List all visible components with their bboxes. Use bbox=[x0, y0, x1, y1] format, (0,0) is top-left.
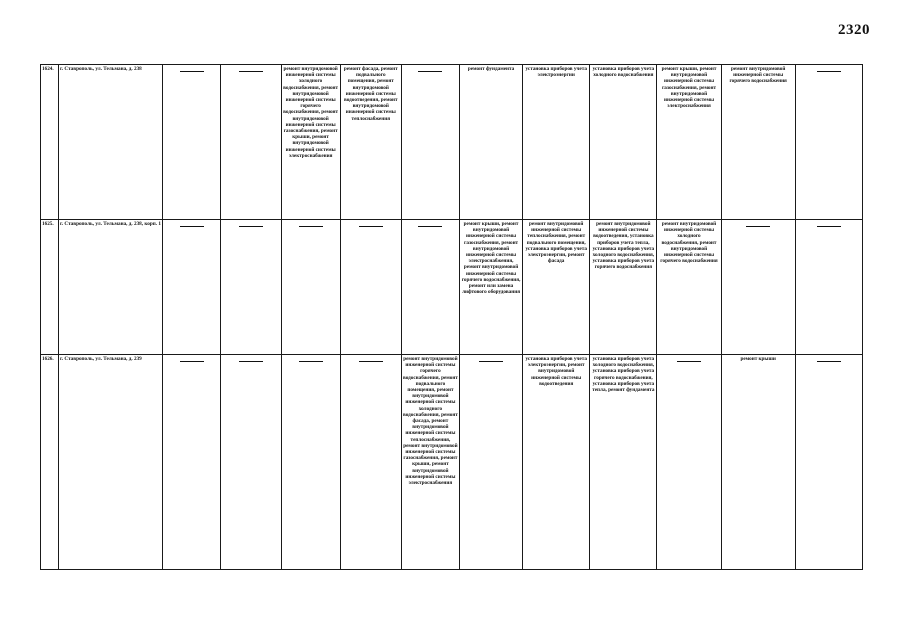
work-cell: ремонт внутридомовой инженерной системы водоотведения, установка приборов учета тепла, установка приборов учета холодного водоснабжения, установка приборов учета горячего водоснабжения bbox=[590, 220, 657, 355]
empty-cell bbox=[795, 220, 862, 355]
row-number: 1625. bbox=[41, 220, 59, 355]
empty-cell bbox=[281, 220, 340, 355]
empty-cell bbox=[401, 65, 459, 220]
empty-cell bbox=[459, 355, 522, 570]
work-cell: установка приборов учета электроэнергии bbox=[523, 65, 590, 220]
dash-mark bbox=[180, 71, 204, 72]
dash-mark bbox=[239, 71, 263, 72]
empty-cell bbox=[163, 65, 221, 220]
page-number: 2320 bbox=[838, 22, 870, 38]
table-row bbox=[41, 220, 863, 355]
dash-mark bbox=[239, 361, 263, 362]
work-cell: ремонт фундамента bbox=[459, 65, 522, 220]
dash-mark bbox=[746, 226, 770, 227]
work-cell: установка приборов учета холодного водоснабжения, установка приборов учета горячего водоснабжения, установка приборов учета тепла, ремонт фундамента bbox=[590, 355, 657, 570]
dash-mark bbox=[817, 361, 841, 362]
row-number: 1624. bbox=[41, 65, 59, 220]
repair-schedule-table bbox=[40, 64, 863, 570]
empty-cell bbox=[221, 65, 281, 220]
empty-cell bbox=[401, 220, 459, 355]
work-cell: установка приборов учета электроэнергии, ремонт внутридомовой инженерной системы водоотведения bbox=[523, 355, 590, 570]
empty-cell bbox=[221, 220, 281, 355]
dash-mark bbox=[479, 361, 503, 362]
dash-mark bbox=[299, 226, 323, 227]
empty-cell bbox=[657, 355, 721, 570]
empty-cell bbox=[163, 355, 221, 570]
dash-mark bbox=[677, 361, 701, 362]
work-cell: ремонт внутридомовой инженерной системы холодного водоснабжения, ремонт внутридомовой инженерной системы горячего водоснабжения, ремонт внутридомовой инженерной системы газоснабжения, ремонт крыши, ремонт внутридомовой инженерной системы электроснабжения bbox=[281, 65, 340, 220]
address-cell: г. Ставрополь, ул. Тельмана, д. 238 bbox=[59, 65, 163, 220]
empty-cell bbox=[281, 355, 340, 570]
address-cell: г. Ставрополь, ул. Тельмана, д. 238, корп. 1 bbox=[59, 220, 163, 355]
work-cell: ремонт внутридомовой инженерной системы горячего водоснабжения, ремонт подвального помещения, ремонт внутридомовой инженерной системы холодного водоснабжения, ремонт фасада, ремонт внутридомовой инженерной системы теплоснабжения, ремонт внутридомовой инженерной системы газоснабжения, ремонт крыши, ремонт внутридомовой инженерной системы электроснабжения bbox=[401, 355, 459, 570]
work-cell: ремонт внутридомовой инженерной системы теплоснабжения, ремонт подвального помещения, установка приборов учета электроэнергии, ремонт фасада bbox=[523, 220, 590, 355]
dash-mark bbox=[817, 71, 841, 72]
table-row bbox=[41, 65, 863, 220]
table-row bbox=[41, 355, 863, 570]
row-number: 1626. bbox=[41, 355, 59, 570]
work-cell: ремонт внутридомовой инженерной системы холодного водоснабжения, ремонт внутридомовой инженерной системы горячего водоснабжения bbox=[657, 220, 721, 355]
work-cell: ремонт крыши, ремонт внутридомовой инженерной системы газоснабжения, ремонт внутридомовой инженерной системы электроснабжения, ремонт внутридомовой инженерной системы горячего водоснабжения, ремонт или замена лифтового оборудования bbox=[459, 220, 522, 355]
empty-cell bbox=[721, 220, 795, 355]
address-cell: г. Ставрополь, ул. Тельмана, д. 239 bbox=[59, 355, 163, 570]
dash-mark bbox=[299, 361, 323, 362]
dash-mark bbox=[239, 226, 263, 227]
dash-mark bbox=[180, 226, 204, 227]
work-cell: установка приборов учета холодного водоснабжения bbox=[590, 65, 657, 220]
dash-mark bbox=[418, 226, 442, 227]
work-cell: ремонт внутридомовой инженерной системы горячего водоснабжения bbox=[721, 65, 795, 220]
dash-mark bbox=[359, 361, 383, 362]
dash-mark bbox=[418, 71, 442, 72]
empty-cell bbox=[163, 220, 221, 355]
dash-mark bbox=[180, 361, 204, 362]
work-cell: ремонт крыши bbox=[721, 355, 795, 570]
empty-cell bbox=[340, 220, 401, 355]
work-cell: ремонт крыши, ремонт внутридомовой инженерной системы газоснабжения, ремонт внутридомовой инженерной системы электроснабжения bbox=[657, 65, 721, 220]
work-cell: ремонт фасада, ремонт подвального помещения, ремонт внутридомовой инженерной системы водоотведения, ремонт внутридомовой инженерной системы теплоснабжения bbox=[340, 65, 401, 220]
empty-cell bbox=[340, 355, 401, 570]
dash-mark bbox=[817, 226, 841, 227]
empty-cell bbox=[221, 355, 281, 570]
dash-mark bbox=[359, 226, 383, 227]
empty-cell bbox=[795, 65, 862, 220]
empty-cell bbox=[795, 355, 862, 570]
